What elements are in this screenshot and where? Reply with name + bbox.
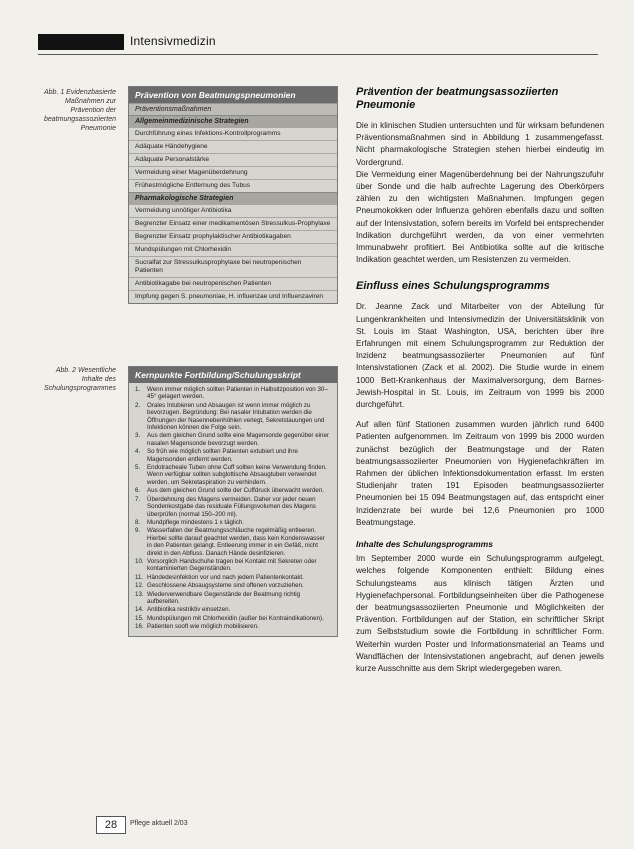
list-item: 1. Wenn immer möglich sollten Patienten in Halbsitzposition von 30–45° gelagert werden. — [135, 386, 328, 401]
training-script-list — [129, 383, 337, 636]
strategy-row: Mundspülungen mit Chlorhexidin — [129, 243, 337, 256]
list-item: 7. Überdehnung des Magens vermeiden. Daher vor jeder neuen Sondenkostgabe das residuale Füllungsvolumen des Magens überprüfen (normal 150–200 ml). — [135, 495, 316, 518]
list-item: 8. Mundpflege mindestens 1 x täglich. — [135, 518, 244, 526]
list-item: 12. Geschlossene Absaugsysteme sind offenen vorzuziehen. — [135, 582, 304, 590]
list-item: 6. Aus dem gleichen Grund sollte der Cuffdruck überwacht werden. — [135, 487, 325, 495]
prevention-box — [128, 86, 338, 304]
paragraph: Dr. Jeanne Zack und Mitarbeiter von der Abteilung für Lungenkrankheiten und Intensivmedizin der Universitätsklinik von St. Louis im Staat Washington, USA, berichten über ihre Erfahrungen mit einem Schulungsprogramm zur Reduktion der Inzidenz beatmungsassoziierter Pneumonien auf fünf Intensivstationen (Zack et al. 2002). Die Studie wurde in einem 1000 Bett-Krankenhaus der Maximalversorgung, dem Barnes-Jewish-Hospital in St. Louis, im Zeitraum von 1999 bis 2000 durchgeführt. — [356, 302, 604, 410]
footer-source: Pflege aktuell 2/03 — [130, 820, 188, 827]
paragraph: Auf allen fünf Stationen zusammen wurden jährlich rund 6400 Patienten aufgenommen. Im Zeitraum von 1999 bis 2000 wurden zunächst bezüglich der Beatmungstage und der Raten beatmungsassoziierter Pneumonien von Hygienefachkräften im Rahmen der üblichen Infektionsdokumentation erfasst. Im ersten Studienjahr traten 191 Episoden beatmungsassoziierter Pneumonien bei 15 094 Beatmungstagen auf, das entspricht einer Inzidenzrate bei wurde bei 12,6 Pneumonien pro 1000 Beatmungstage. — [356, 420, 604, 527]
list-item: 11. Händedesinfektion vor und nach jedem Patientenkontakt. — [135, 573, 304, 581]
header-bar — [38, 34, 124, 50]
general-strategies-heading: Allgemeinmedizinische Strategien — [129, 115, 337, 127]
strategy-row: Vermeidung einer Magenüberdehnung — [129, 166, 337, 179]
prevention-box-subtitle: Präventionsmaßnahmen — [129, 103, 337, 115]
section-title: Intensivmedizin — [130, 34, 216, 48]
list-item: 13. Wiederverwendbare Gegenstände der Beatmung richtig aufbereiten. — [135, 590, 301, 605]
figure-caption-1: Abb. 1 Evidenzbasierte Maßnahmen zur Prävention der beatmungsassoziierten Pneumonie — [44, 89, 116, 132]
list-item: 10. Vorsorglich Handschuhe tragen bei Kontakt mit Sekreten oder kontaminierten Gegenständen. — [135, 557, 317, 573]
strategy-row: Sucralfat zur Stressulkusprophylaxe bei neutropenischen Patienten — [129, 256, 337, 277]
paragraph: Die in klinischen Studien untersuchten und für wirksam befundenen Präventionsmaßnahmen sind in Abbildung 1 zusammengefasst. Nicht pharmakologische Strategien stehen hierbei eindeutig im Vordergrund. — [356, 121, 604, 167]
header-rule — [38, 54, 598, 55]
strategy-row: Vermeidung unnötiger Antibiotika — [129, 204, 337, 217]
prevention-box-title: Prävention von Beatmungspneumonien — [129, 87, 337, 103]
section-heading-1: Prävention der beatmungsassoziierten Pneumonie — [356, 86, 559, 111]
strategy-row: Impfung gegen S. pneumoniae, H. influenzae und Influenzaviren — [129, 290, 337, 303]
list-item: 4. So früh wie möglich sollten Patienten extubiert und ihre Magensonden entfernt werden. — [135, 448, 298, 463]
strategy-row: Adäquate Händehygiene — [129, 140, 337, 153]
training-script-title: Kernpunkte Fortbildung/Schulungsskript — [129, 367, 337, 383]
page-number: 28 — [96, 816, 126, 834]
section-heading-2: Einfluss eines Schulungsprogramms — [356, 280, 550, 293]
strategy-row: Frühestmögliche Entfernung des Tubus — [129, 179, 337, 192]
strategy-row: Adäquate Personalstärke — [129, 153, 337, 166]
paragraph: Die Vermeidung einer Magenüberdehnung bei der Nahrungszufuhr über Sonde und die halb aufrechte Lagerung des Oberkörpers zählen zu den wichtigsten Maßnahmen. Impfungen gegen Pneumokokken oder Influenza gehören ebenfalls dazu und sollten auf der Intensivstation, sofern bereits im Vorfeld bei entsprechender Indikation durchgeführt werden, da von einer vermehrten Immunabwehr profitiert. Bei Antibiotika sollte auf die kritische Indikation geachtet werden, um Resistenzen zu vermeiden. — [356, 169, 604, 265]
list-item: 16. Patienten sooft wie möglich mobilisieren. — [135, 623, 259, 631]
list-item: 5. Endotracheale Tuben ohne Cuff sollten keine Verwendung finden. Wenn verfügbar sollten subglottische Absaugtuben verwendet werden, um Sekretaspiration zu verhindern. — [135, 464, 327, 486]
article-column — [356, 86, 604, 675]
list-item: 2. Orales Intubieren und Absaugen ist wenn immer möglich zu bevorzugen. Begründung: Bei nasaler Intubation werden die Öffnungen der Nasennebenhöhlen verlegt, Sekretstauungen und Infektionen können die Folge sein. — [135, 401, 325, 432]
paragraph: Im September 2000 wurde ein Schulungsprogramm aufgelegt, welches folgende Komponenten enthielt: Bildung eines Schulungsteams aus klinisch tätigen Ärzten und Hygienefachpersonal. Fortbildungseinheiten über die Pathogenese der beatmungsassoziierten Pneumonie und Möglichkeiten der Prävention. Fortbildungen auf der Station, ein schriftlicher Skript zum Selbststudium sowie die Fortbildung in schriftlicher Form. Weiterhin wurden Poster und Informationsmaterial an Teams und Wandflächen der Intensivstationen angebracht, auf denen jeweils kurze Ausschnitte aus dem Skript wiedergegeben waren. — [356, 554, 604, 673]
strategy-row: Antibiotikagabe bei neutropenischen Patienten — [129, 277, 337, 290]
strategy-row: Begrenzter Einsatz prophylaktischer Antibiotikagaben — [129, 230, 337, 243]
strategy-row: Begrenzter Einsatz einer medikamentösen Stressulkus-Prophylaxe — [129, 217, 337, 230]
list-item: 3. Aus dem gleichen Grund sollte eine Magensonde gegenüber einer nasalen Magensonde bevorzugt werden. — [135, 432, 329, 447]
list-item: 9. Wasserfallen der Beatmungsschläuche regelmäßig entleeren. Hierbei sollte darauf geachtet werden, dass kein Kondenswasser in den Patienten gelangt. Entleerung immer in ein Gefäß, nicht direkt in den Abfluss. Danach Hände desinfizieren. — [135, 527, 325, 557]
section-subheading: Inhalte des Schulungsprogramms — [356, 539, 493, 550]
strategy-row: Durchführung eines Infektions-Kontrollprogramms — [129, 127, 337, 140]
list-item: 14. Antibiotika restriktiv einsetzen. — [135, 606, 231, 614]
list-item: 15. Mundspülungen mit Chlorhexidin (außer bei Kontraindikationen). — [135, 614, 324, 622]
training-script-box — [128, 366, 338, 637]
pharma-strategies-heading: Pharmakologische Strategien — [129, 192, 337, 204]
figure-caption-2: Abb. 2 Wesentliche Inhalte des Schulungsprogrammes — [44, 367, 116, 392]
